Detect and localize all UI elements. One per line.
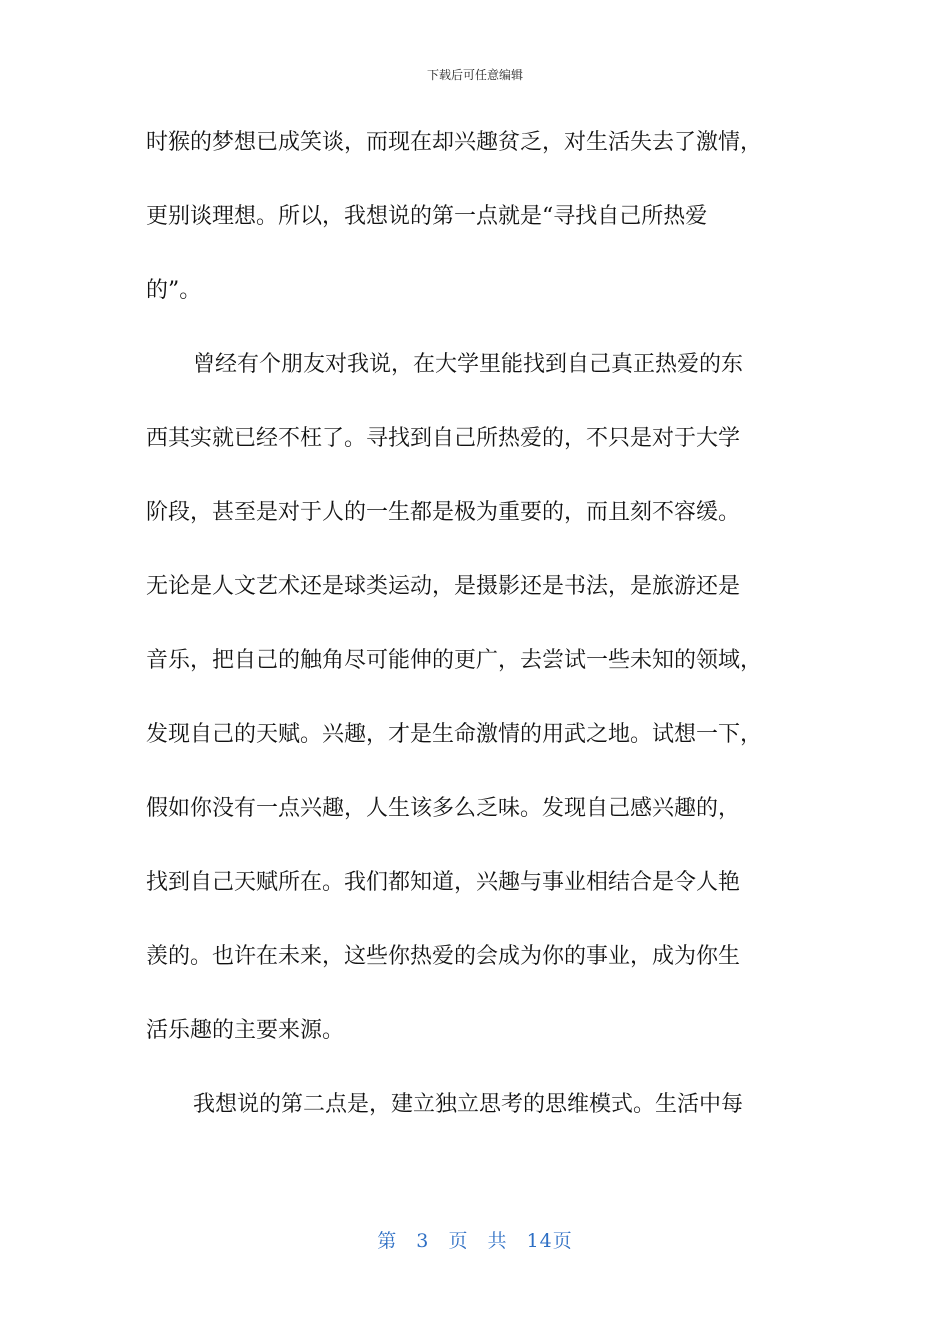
text-line: 无论是人文艺术还是球类运动，是摄影还是书法，是旅游还是 xyxy=(146,574,741,599)
text-line: 的”。 xyxy=(146,278,202,303)
text-line: 我想说的第二点是，建立独立思考的思维模式。生活中每 xyxy=(193,1092,744,1117)
footer-label-gong: 共 xyxy=(487,1230,508,1252)
footer-label-ye: 页 xyxy=(448,1230,469,1252)
text-line: 羡的。也许在未来，这些你热爱的会成为你的事业，成为你生 xyxy=(146,944,741,969)
text-line: 西其实就已经不枉了。寻找到自己所热爱的，不只是对于大学 xyxy=(146,426,741,451)
text-line: 发现自己的天赋。兴趣，才是生命激情的用武之地。试想一下， xyxy=(146,722,763,747)
total-pages: 14页 xyxy=(526,1230,573,1252)
page-number-footer xyxy=(0,1226,950,1253)
text-line: 更别谈理想。所以，我想说的第一点就是“寻找自己所热爱 xyxy=(146,204,708,229)
footer-label-di: 第 xyxy=(377,1230,398,1252)
text-line: 音乐，把自己的触角尽可能伸的更广，去尝试一些未知的领域， xyxy=(146,648,763,673)
text-line: 找到自己天赋所在。我们都知道，兴趣与事业相结合是令人艳 xyxy=(146,870,741,895)
text-line: 假如你没有一点兴趣，人生该多么乏味。发现自己感兴趣的， xyxy=(146,796,741,821)
text-line: 活乐趣的主要来源。 xyxy=(146,1018,345,1043)
text-line: 阶段，甚至是对于人的一生都是极为重要的，而且刻不容缓。 xyxy=(146,500,741,525)
text-line: 曾经有个朋友对我说，在大学里能找到自己真正热爱的东 xyxy=(193,352,744,377)
text-line: 时猴的梦想已成笑谈，而现在却兴趣贫乏，对生活失去了激情， xyxy=(146,130,763,155)
body-text xyxy=(146,127,816,1163)
page-header: 下载后可任意编辑 xyxy=(426,68,523,82)
current-page-number: 3 xyxy=(416,1230,430,1252)
